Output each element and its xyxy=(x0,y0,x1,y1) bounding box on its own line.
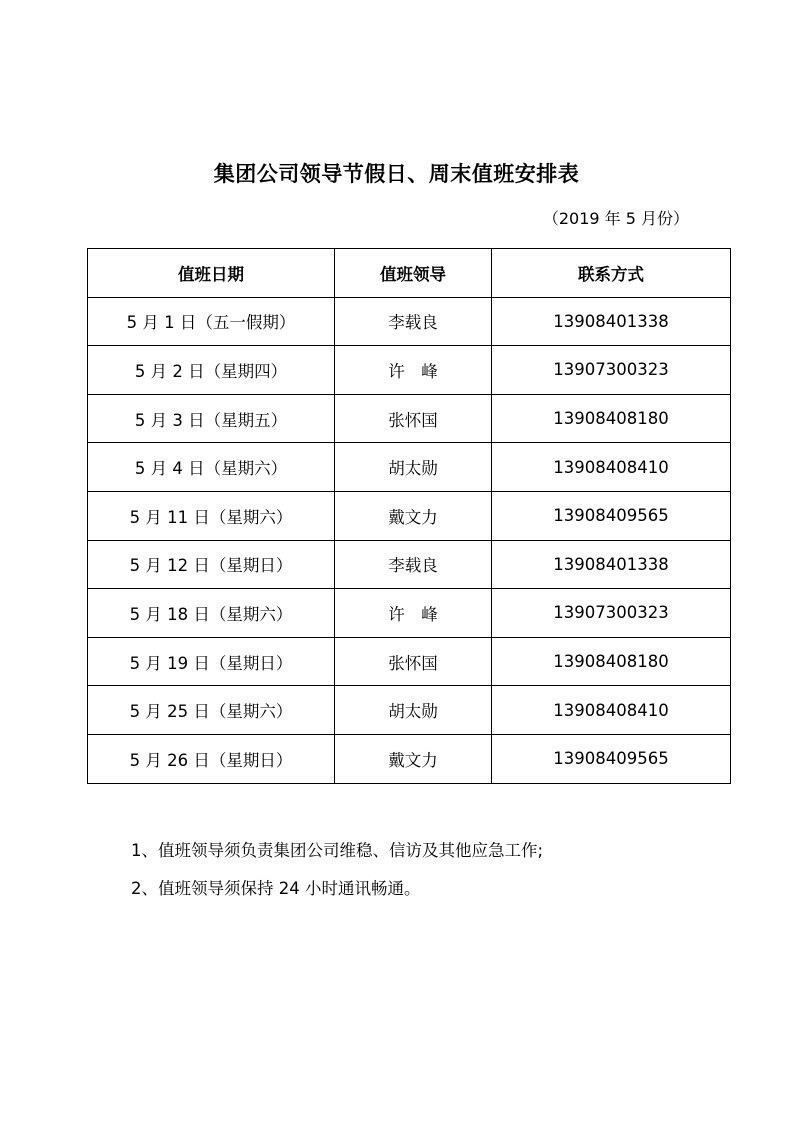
table-row xyxy=(88,686,731,735)
table-row xyxy=(88,297,731,346)
duty-date-cell: 5 月 25 日（星期六） xyxy=(88,686,335,735)
contact-phone-cell: 13908409565 xyxy=(492,491,731,540)
duty-leader-cell: 张怀国 xyxy=(335,637,492,686)
contact-phone-cell: 13908408180 xyxy=(492,394,731,443)
note-item: 1、值班领导须负责集团公司维稳、信访及其他应急工作; xyxy=(131,841,544,860)
column-header-date: 值班日期 xyxy=(88,249,335,298)
contact-phone-cell: 13908408180 xyxy=(492,637,731,686)
duty-date-cell: 5 月 12 日（星期日） xyxy=(88,540,335,589)
contact-phone-cell: 13908401338 xyxy=(492,297,731,346)
table-row xyxy=(88,394,731,443)
notes-section xyxy=(131,832,543,908)
table-row xyxy=(88,443,731,492)
table-header-row xyxy=(88,249,731,298)
note-item: 2、值班领导须保持 24 小时通讯畅通。 xyxy=(131,879,421,898)
table-row xyxy=(88,346,731,395)
duty-date-cell: 5 月 2 日（星期四） xyxy=(88,346,335,395)
duty-leader-cell: 李载良 xyxy=(335,540,492,589)
table-row xyxy=(88,540,731,589)
duty-leader-cell: 戴文力 xyxy=(335,491,492,540)
duty-date-cell: 5 月 4 日（星期六） xyxy=(88,443,335,492)
table-row xyxy=(88,637,731,686)
contact-phone-cell: 13907300323 xyxy=(492,589,731,638)
column-header-leader: 值班领导 xyxy=(335,249,492,298)
duty-date-cell: 5 月 1 日（五一假期） xyxy=(88,297,335,346)
duty-leader-cell: 胡太勋 xyxy=(335,443,492,492)
duty-leader-cell: 戴文力 xyxy=(335,734,492,783)
page-subtitle: （2019 年 5 月份） xyxy=(542,209,689,228)
contact-phone-cell: 13908408410 xyxy=(492,443,731,492)
table-row xyxy=(88,589,731,638)
duty-leader-cell: 胡太勋 xyxy=(335,686,492,735)
page-title: 集团公司领导节假日、周末值班安排表 xyxy=(213,162,580,186)
duty-leader-cell: 李载良 xyxy=(335,297,492,346)
duty-date-cell: 5 月 18 日（星期六） xyxy=(88,589,335,638)
table-row xyxy=(88,491,731,540)
contact-phone-cell: 13908408410 xyxy=(492,686,731,735)
duty-date-cell: 5 月 26 日（星期日） xyxy=(88,734,335,783)
duty-leader-cell: 张怀国 xyxy=(335,394,492,443)
duty-date-cell: 5 月 3 日（星期五） xyxy=(88,394,335,443)
column-header-contact: 联系方式 xyxy=(492,249,731,298)
contact-phone-cell: 13908409565 xyxy=(492,734,731,783)
contact-phone-cell: 13908401338 xyxy=(492,540,731,589)
contact-phone-cell: 13907300323 xyxy=(492,346,731,395)
duty-date-cell: 5 月 19 日（星期日） xyxy=(88,637,335,686)
table-row xyxy=(88,734,731,783)
duty-leader-cell: 许 峰 xyxy=(335,346,492,395)
duty-date-cell: 5 月 11 日（星期六） xyxy=(88,491,335,540)
duty-leader-cell: 许 峰 xyxy=(335,589,492,638)
duty-schedule-table xyxy=(87,248,731,784)
